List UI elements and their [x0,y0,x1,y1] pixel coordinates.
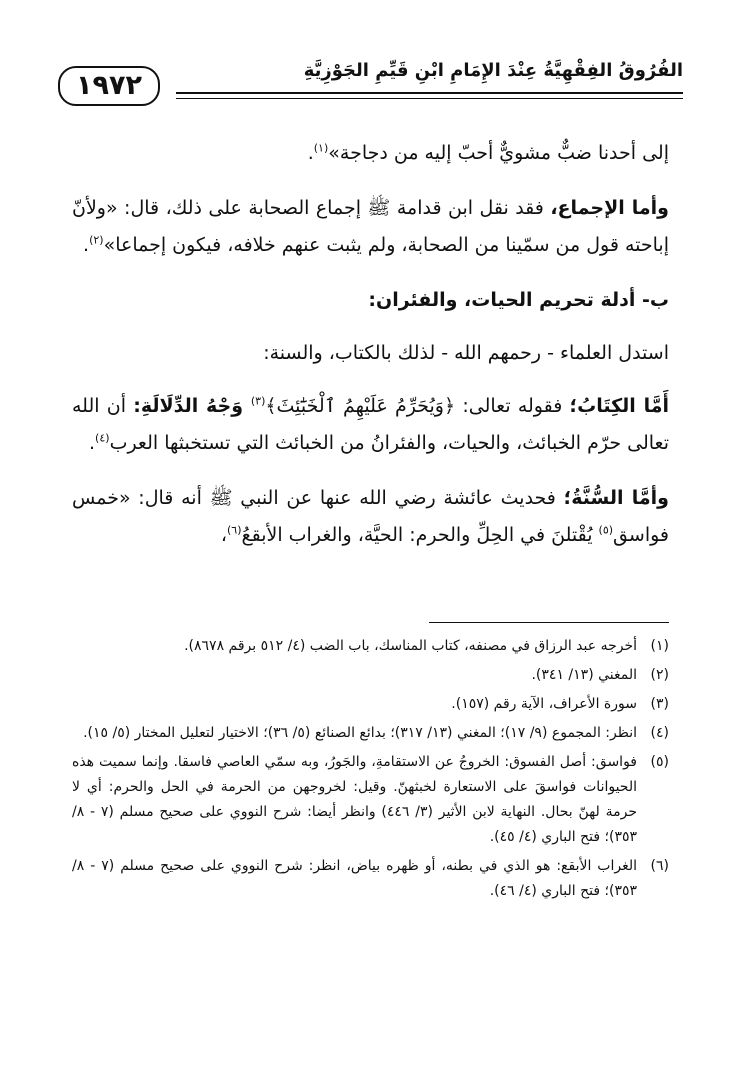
footnote-ref-3: (٣) [250,394,266,408]
footnote: (٢) المغني (١٣/ ٣٤١). [531,667,669,683]
footnote-ref-6: (٦) [226,523,242,537]
footnote: (٤) انظر: المجموع (٩/ ١٧)؛ المغني (١٣/ ٣١٧)؛ بدائع الصنائع (٥/ ٣٦)؛ الاختيار لتعليل المختار (٥/ ١٥). [83,725,669,741]
footnote-ref-1: (١) [313,141,329,155]
paragraph-1: إلى أحدنا ضبٌّ مشويٌّ أحبّ إليه من دجاجة»$^{(١)}$. [307,141,669,164]
footnote: (١) أخرجه عبد الرزاق في مصنفه، كتاب المناسك، باب الضب (٤/ ٥١٢ برقم ٨٦٧٨). [184,638,669,654]
footnote: (٣) سورة الأعراف، الآية رقم (١٥٧). [451,696,669,712]
footnote-separator [429,622,669,623]
footnote: (٥) فواسق: أصل الفسوق: الخروجُ عن الاستقامةِ، والجَورُ، وبه سمّي العاصي فاسقا. وإنما سميت هذه الحيوانات فواسقَ على الاستعارة لخبثهنّ. وقيل: لخروجهن من الحرمة في الحل والحرم: أي لا حرمة لهنّ بحال. النهاية لابن الأثير (٣/ ٤٤٦) وانظر أيضا: شرح النووي على صحيح مسلم (٧ - ٨/ ٣٥٣)؛ فتح الباري (٤/ ٤٥). [72,754,669,845]
sunnah-heading: وأمَّا السُّنَّةُ؛ [563,487,669,509]
footnote-ref-2: (٢) [89,233,104,247]
main-text [72,135,669,572]
quran-heading: أَمَّا الكِتَابُ؛ [569,395,670,417]
footnote: (٦) الغراب الأبقع: هو الذي في بطنه، أو ظهره بياض، انظر: شرح النووي على صحيح مسلم (٧ - ٨/ ٣٥٣)؛ فتح الباري (٤/ ٤٦). [72,858,669,899]
footnote-ref-5: (٥) [598,523,614,537]
paragraph-ijma: وأما الإجماع، فقد نقل ابن قدامة ﷺ إجماع الصحابة على ذلك، قال: «ولأنّ إباحته قول من سمّينا من الصحابة، ولم يثبت عنهم خلافه، فيكون إجماعا»$^{(٢)}$. [72,197,669,256]
header-rule-thin [176,98,683,99]
footnotes [72,634,669,908]
paragraph-quran: أَمَّا الكِتَابُ؛ فقوله تعالى: ﴿وَيُحَرِّمُ عَلَيْهِمُ ٱلْخَبَٰٓئِثَ﴾$^{(٣)}$ وَجْهُ الدِّلَالَةِ: أن الله تعالى حرّم الخبائث، والحيات، والفئرانُ من الخبائث التي تستخبثها العرب$^{(٤)}$. [72,394,670,454]
section-heading-b: ب- أدلة تحريم الحيات، والفئران: [368,289,669,311]
book-title: الفُرُوقُ الفِقْهِيَّةُ عِنْدَ الإِمَامِ ابْنِ قَيِّمِ الجَوْزِيَّةِ [303,60,683,81]
footnote-ref-4: (٤) [95,431,110,445]
header-rule [176,92,683,94]
page-header [58,58,683,108]
paragraph-sunnah: وأمَّا السُّنَّةُ؛ فحديث عائشة رضي الله عنها عن النبي ﷺ أنه قال: «خمس فواسق$^{(٥)}$ يُقْتلنَ في الحِلِّ والحرم: الحيَّة، والغراب الأبقعُ$^{(٦)}$، [72,487,669,546]
evidence-heading: وَجْهُ الدِّلَالَةِ: [133,395,251,417]
paragraph-evidence-intro: استدل العلماء - رحمهم الله - لذلك بالكتاب، والسنة: [263,342,669,364]
page-number: ١٩٧٢ [58,66,160,106]
ijma-heading: وأما الإجماع، [550,197,669,219]
